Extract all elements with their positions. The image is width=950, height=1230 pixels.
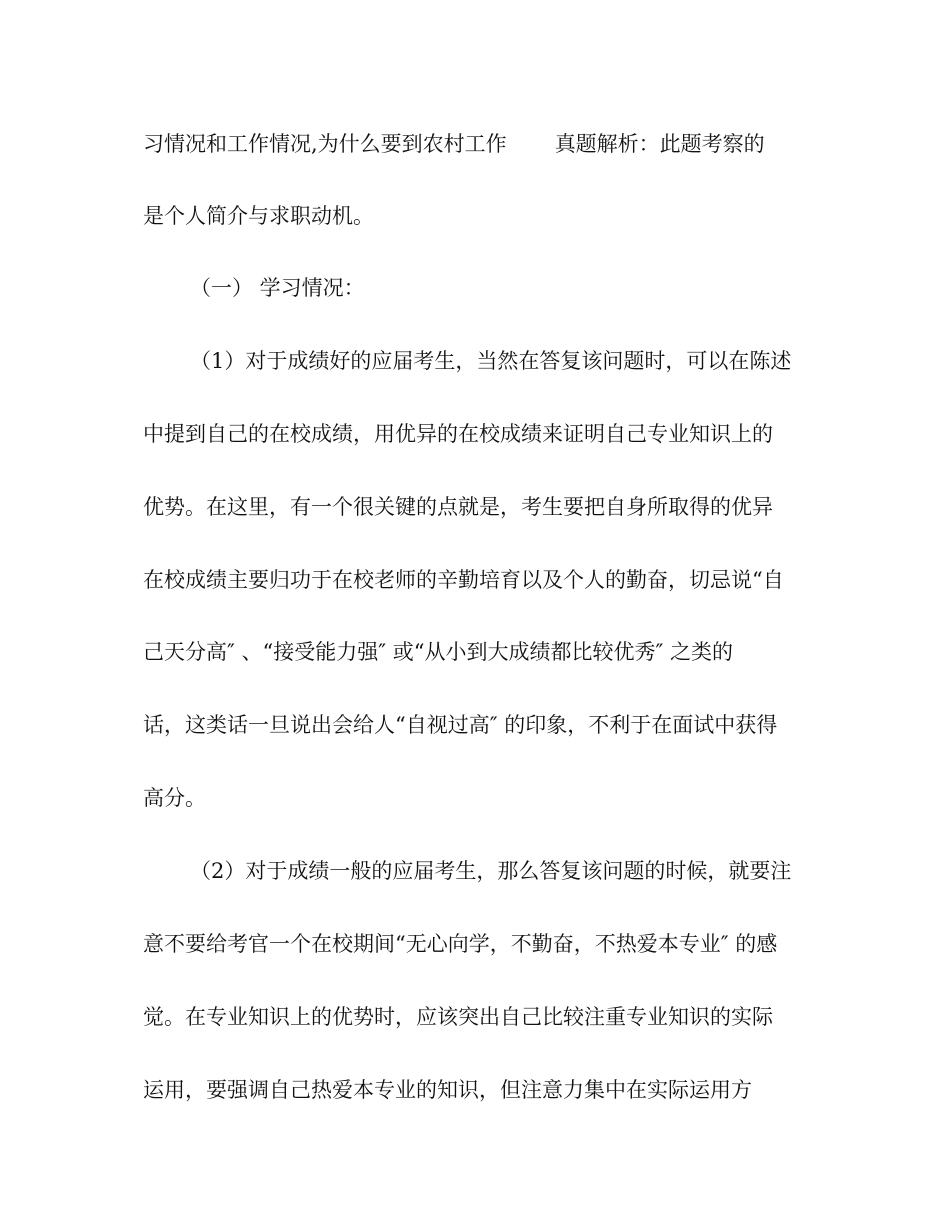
paragraph1-line5: 己天分高″ 、“接受能力强″ 或“从小到大成绩都比较优秀″ 之类的 xyxy=(143,640,734,664)
paragraph1-line4: 在校成绩主要归功于在校老师的辛勤培育以及个人的勤奋，切忌说“自 xyxy=(143,568,784,592)
paragraph1-line2: 中提到自己的在校成绩，用优异的在校成绩来证明自己专业知识上的 xyxy=(143,422,773,446)
line1-text-a: 习情况和工作情况,为什么要到农村工作 xyxy=(143,132,507,156)
text-line-2: 是个人简介与求职动机。 xyxy=(143,204,374,228)
paragraph2-line1: （2）对于成绩一般的应届考生，那么答复该问题的时候，就要注 xyxy=(190,859,792,883)
paragraph2-line4: 运用，要强调自己热爱本专业的知识，但注意力集中在实际运用方 xyxy=(143,1078,752,1102)
paragraph1-line6: 话，这类话一旦说出会给人“自视过高″ 的印象，不利于在面试中获得 xyxy=(143,713,778,737)
section-heading: （一） 学习情况： xyxy=(190,276,365,300)
paragraph1-line1: （1）对于成绩好的应届考生，当然在答复该问题时，可以在陈述 xyxy=(190,349,792,373)
paragraph1-line7: 高分。 xyxy=(143,786,206,810)
line1-text-b: 真题解析：此题考察的 xyxy=(554,132,765,156)
paragraph1-line3: 优势。在这里，有一个很关键的点就是，考生要把自身所取得的优异 xyxy=(143,495,773,519)
paragraph2-line2: 意不要给考官一个在校期间“无心向学，不勤奋，不热爱本专业″ 的感 xyxy=(143,932,778,956)
text-line-1 xyxy=(143,130,765,158)
paragraph2-line3: 觉。在专业知识上的优势时，应该突出自己比较注重专业知识的实际 xyxy=(143,1005,773,1029)
